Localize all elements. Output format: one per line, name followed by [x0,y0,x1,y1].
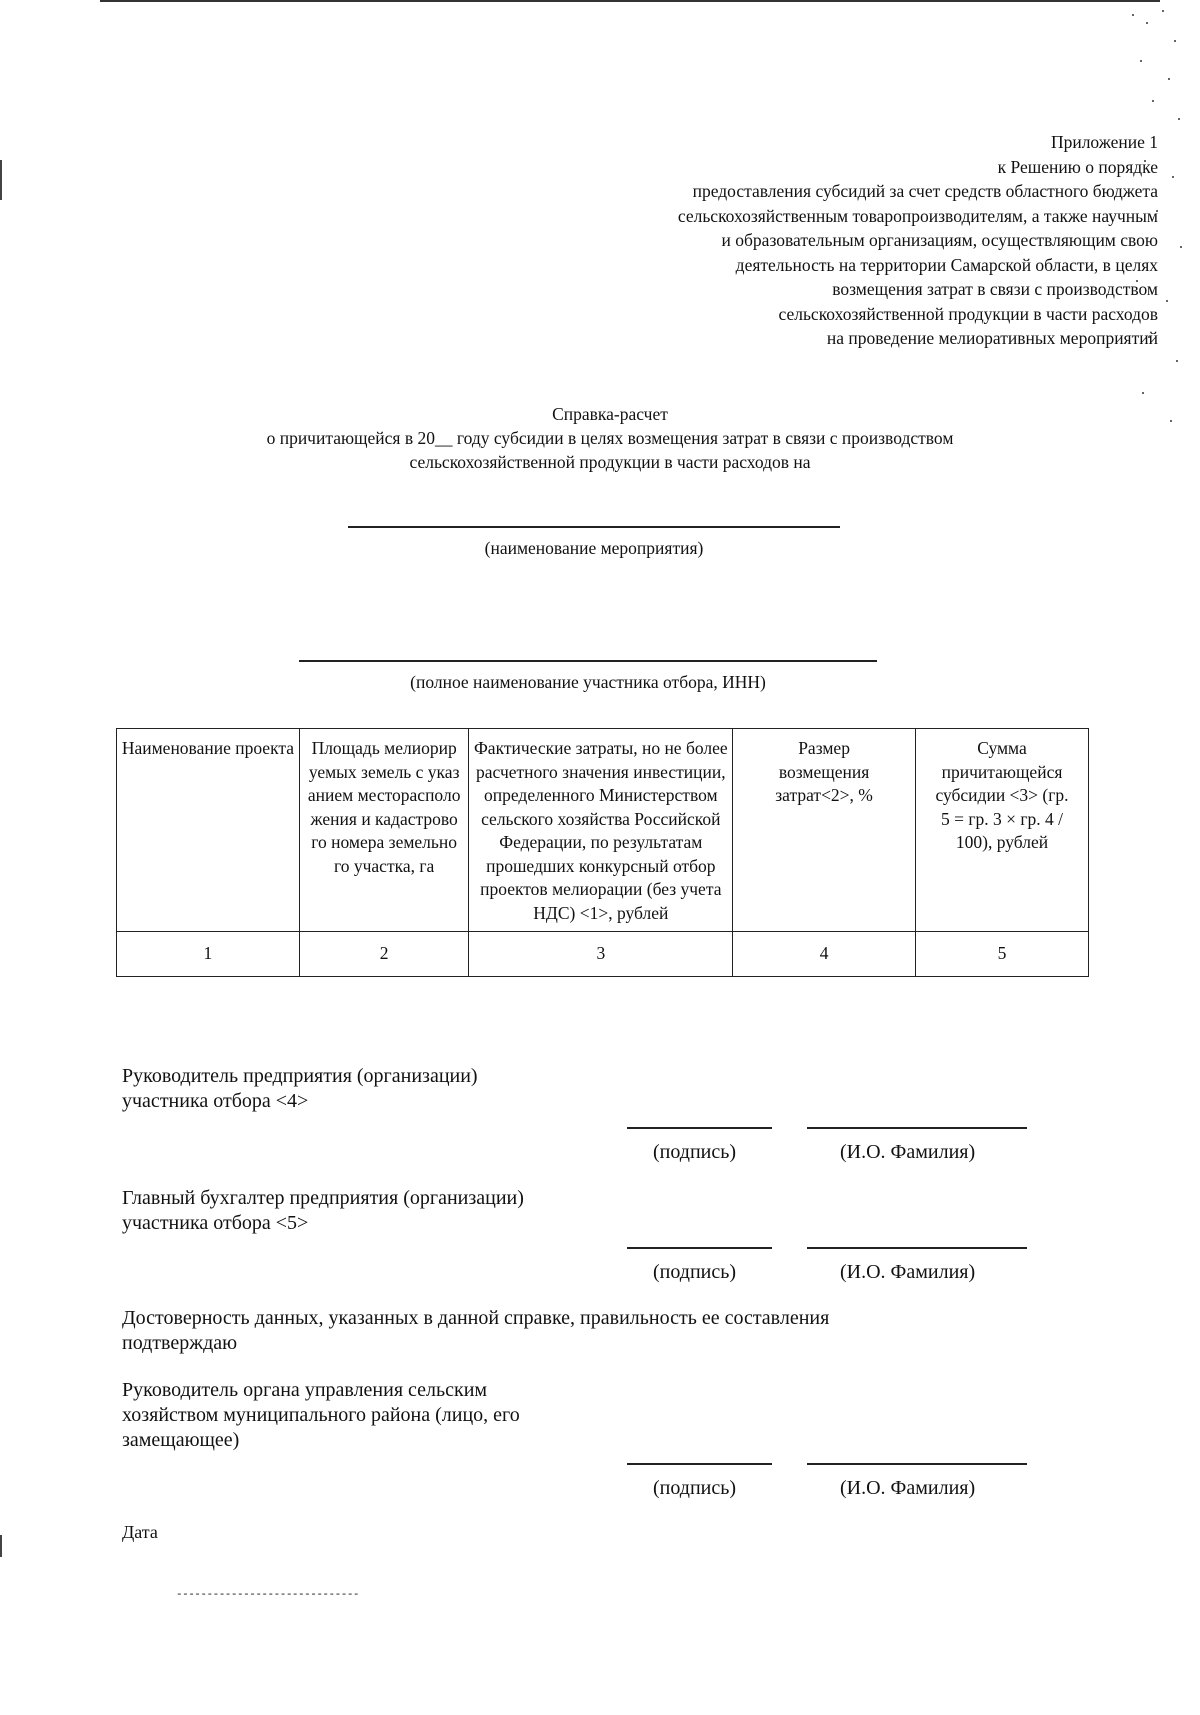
accountant-signatory [122,1186,524,1236]
accountant-title-line: Главный бухгалтер предприятия (организации) [122,1187,524,1209]
name-caption: (И.О. Фамилия) [840,1141,976,1163]
table-cell: 2 [299,932,469,977]
date-field[interactable]: ------------------------------ [176,1589,360,1601]
event-name-caption: (наименование мероприятия) [484,538,704,558]
certification-statement [122,1306,829,1356]
table-header-cell: Площадь мелиорируемых земель с указанием месторасположения и кадастрового номера земельного участка, га [299,729,469,932]
accountant-name-field[interactable] [807,1247,1027,1249]
date-label: Дата [122,1522,158,1542]
municipal-signatory [122,1378,520,1453]
document-title [0,402,1200,474]
municipal-signature-field[interactable] [627,1463,772,1465]
table-cell: 4 [733,932,916,977]
table-header-cell: Сумма причитающейся субсидии <3> (гр. 5 = гр. 3 × гр. 4 / 100), рублей [916,729,1089,932]
title-heading: Справка-расчет [552,404,668,424]
signature-caption: (подпись) [653,1477,737,1499]
municipal-title-line: замещающее) [122,1429,240,1451]
table-number-row [117,932,1089,977]
table-header-cell: Фактические затраты, но не более расчетного значения инвестиции, определенного Министерством сельского хозяйства Российской Федерации, по результатам прошедших конкурсный отбор проектов мелиорации (без учета НДС) <1>, рублей [469,729,733,932]
municipal-name-field[interactable] [807,1463,1027,1465]
name-caption: (И.О. Фамилия) [840,1477,976,1499]
head-signatory [122,1064,478,1114]
event-name-field[interactable] [348,526,840,528]
signature-caption: (подпись) [653,1261,737,1283]
appendix-header [458,130,1158,351]
table-header-cell: Наименование проекта [117,729,300,932]
participant-name-field[interactable] [299,660,877,662]
signature-caption: (подпись) [653,1141,737,1163]
appendix-line: предоставления субсидий за счет средств областного бюджета [692,181,1158,201]
appendix-line: и образовательным организациям, осуществляющим свою [721,230,1158,250]
table-header-row [117,729,1089,932]
appendix-line: деятельность на территории Самарской области, в целях [735,254,1158,275]
scan-left-mark [0,160,2,200]
appendix-line: на проведение мелиоративных мероприятий [826,328,1158,348]
appendix-line: к Решению о порядке [997,156,1158,177]
head-title-line: участника отбора <4> [122,1090,309,1112]
table-cell: 5 [916,932,1089,977]
appendix-line: возмещения затрат в связи с производством [832,279,1158,299]
accountant-signature-field[interactable] [627,1247,772,1249]
calculation-table [116,728,1089,977]
appendix-line: сельскохозяйственным товаропроизводителям, а также научным [677,205,1158,226]
certification-line: Достоверность данных, указанных в данной справке, правильность ее составления [122,1307,830,1329]
scan-left-mark [0,1535,2,1557]
table-cell: 1 [117,932,300,977]
head-title-line: Руководитель предприятия (организации) [122,1065,478,1087]
head-signature-field[interactable] [627,1127,772,1129]
accountant-title-line: участника отбора <5> [122,1212,309,1234]
certification-line: подтверждаю [122,1332,238,1354]
name-caption: (И.О. Фамилия) [840,1261,976,1283]
title-line: сельскохозяйственной продукции в части расходов на [409,452,811,472]
table-cell: 3 [469,932,733,977]
appendix-line: Приложение 1 [1050,132,1158,152]
municipal-title-line: хозяйством муниципального района (лицо, его [122,1404,520,1426]
head-name-field[interactable] [807,1127,1027,1129]
participant-name-caption: (полное наименование участника отбора, ИНН) [410,672,766,692]
municipal-title-line: Руководитель органа управления сельским [122,1379,488,1401]
scan-top-edge [100,0,1160,2]
title-line: о причитающейся в 20__ году субсидии в целях возмещения затрат в связи с производством [266,428,954,448]
appendix-line: сельскохозяйственной продукции в части расходов [778,303,1158,324]
table-header-cell: Размер возмещения затрат<2>, % [733,729,916,932]
